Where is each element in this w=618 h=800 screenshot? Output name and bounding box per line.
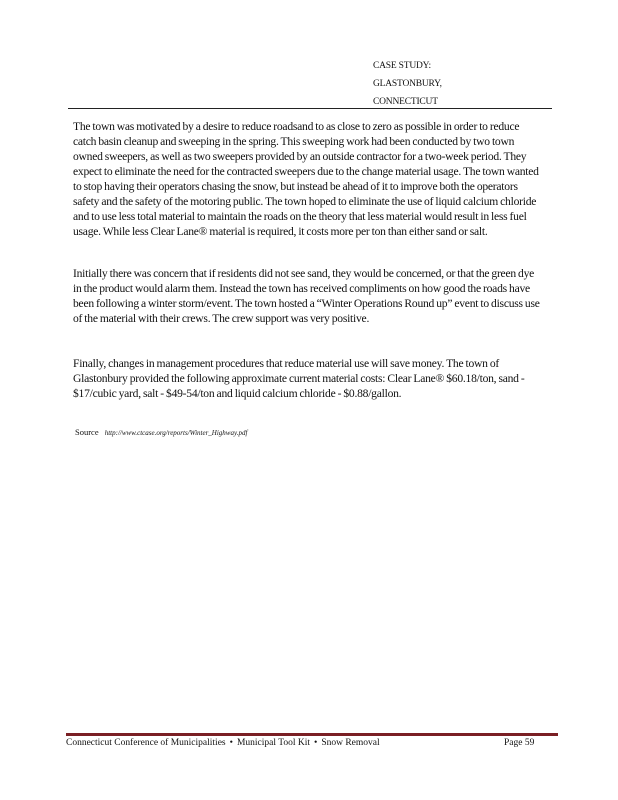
- footer-divider: [66, 733, 558, 736]
- body-paragraph-1: The town was motivated by a desire to reduce roadsand to as close to zero as possible in order to reduce catch basin cleanup and sweeping in the spring. This sweeping work had been conducted by two town owned sweepers, as well as two sweepers provided by an outside contractor for a two-week period. They expect to eliminate the need for the contracted sweepers due to the change material usage. The town wanted to stop having their operators chasing the snow, but instead be ahead of it to improve both the operators safety and the safety of the motoring public. The town hoped to eliminate the use of liquid calcium chloride and to use less total material to maintain the roads on the theory that less material would result in less fuel usage. While less Clear Lane® material is required, it costs more per ton than either sand or salt.: [73, 120, 539, 238]
- footer-topic: Snow Removal: [321, 738, 380, 748]
- page-number: Page 59: [504, 738, 535, 748]
- header-divider: [68, 108, 552, 109]
- footer-kit: Municipal Tool Kit: [236, 738, 310, 748]
- source-citation: [75, 427, 247, 437]
- footer-title: [66, 738, 380, 748]
- footer-separator: •: [313, 738, 318, 748]
- case-study-label: CASE STUDY:: [373, 61, 431, 71]
- case-study-town: GLASTONBURY,: [373, 79, 442, 89]
- case-study-state: CONNECTICUT: [373, 97, 438, 107]
- source-label: Source: [75, 427, 99, 437]
- case-study-heading: [373, 57, 483, 111]
- footer-separator: •: [229, 738, 233, 748]
- body-paragraph-3: Finally, changes in management procedures that reduce material use will save money. The town of Glastonbury provided the following approximate current material costs: Clear Lane® $60.18/ton, sand - $17/cubic yard, salt - $49-54/ton and liquid calcium chloride - $0.88/gallon.: [73, 357, 525, 400]
- body-paragraph-2: Initially there was concern that if residents did not see sand, they would be concerned, or that the green dye in the product would alarm them. Instead the town has received compliments on how good the roads have been following a winter storm/event. The town hosted a “Winter Operations Round up” event to discuss use of the material with their crews. The crew support was very positive.: [73, 267, 540, 325]
- footer-org: Connecticut Conference of Municipalities: [66, 738, 226, 748]
- source-link[interactable]: http://www.ctcase.org/reports/Winter_Highway.pdf: [104, 429, 248, 437]
